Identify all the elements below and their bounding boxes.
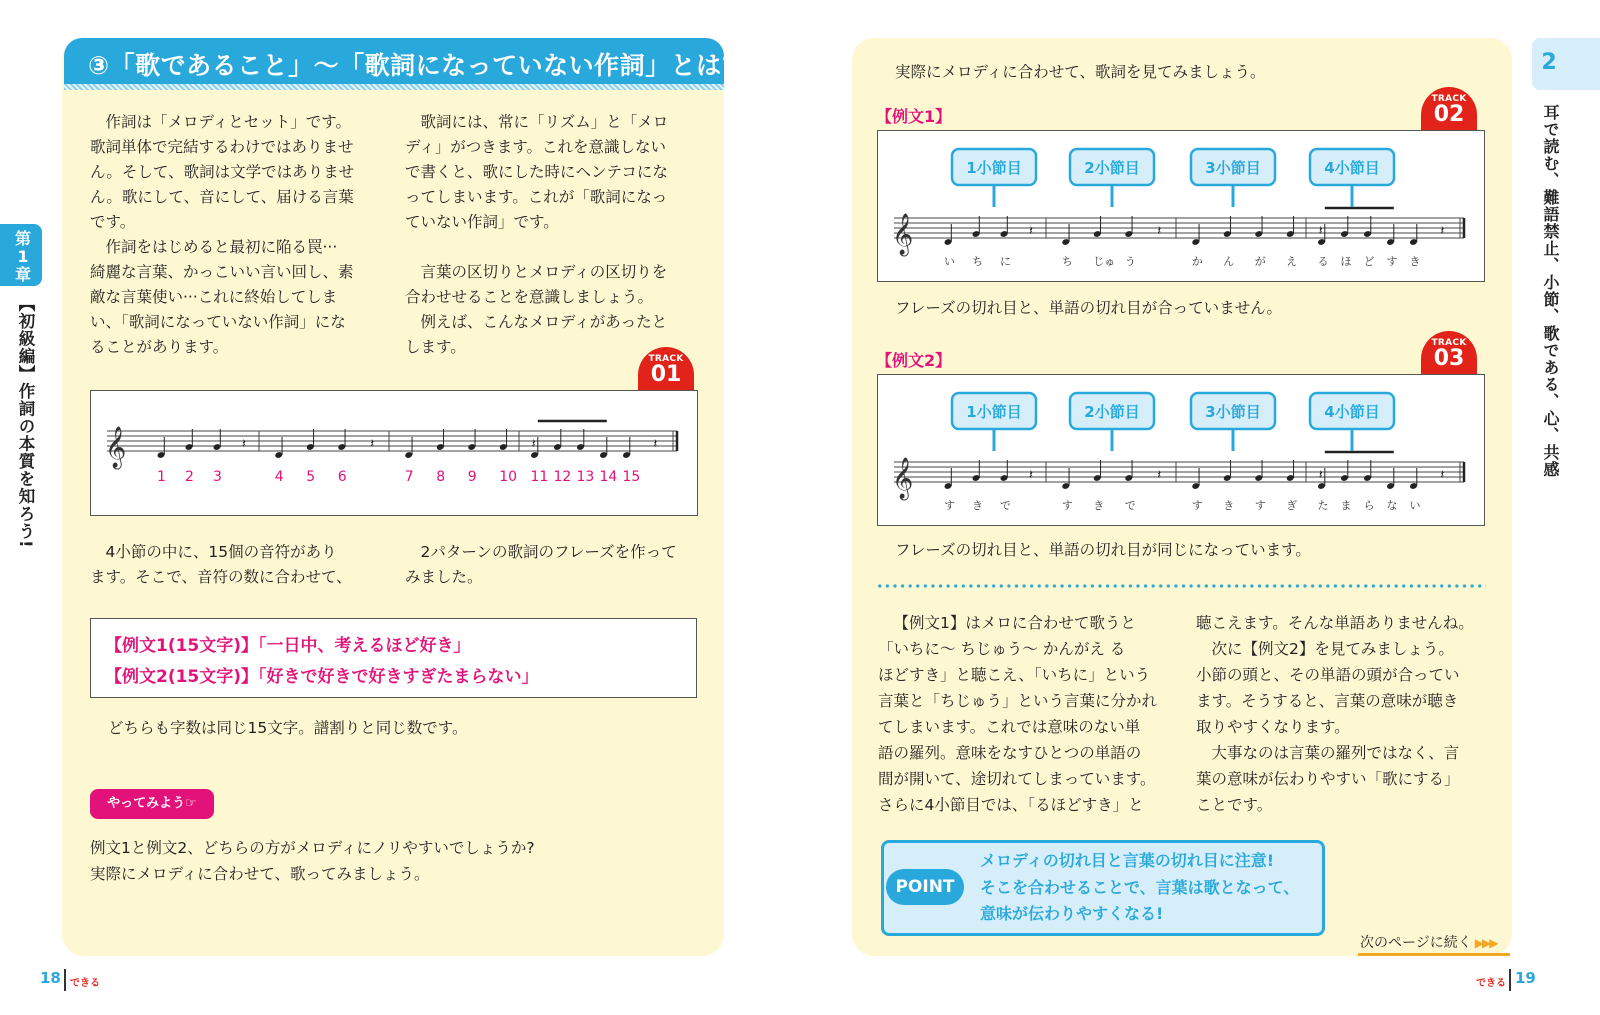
text-line: 「いちに〜 ちじゅう〜 かんがえ る bbox=[878, 640, 1126, 658]
note-number: 5 bbox=[306, 469, 316, 485]
text-line: みました。 bbox=[405, 568, 483, 586]
section-tab-number: 2 bbox=[1541, 50, 1557, 75]
rest-icon: 𝄽 bbox=[1157, 468, 1162, 483]
lyric-syllable: ぎ bbox=[1286, 499, 1298, 512]
right-column-2 bbox=[1196, 610, 1496, 818]
rest-icon: 𝄽 bbox=[1440, 224, 1445, 239]
example-2: 【例文2(15文字)】「好きで好きで好きすぎたまらない」 bbox=[105, 667, 539, 687]
track-label: TRACK bbox=[1431, 94, 1467, 104]
score-box-3 bbox=[877, 374, 1485, 526]
brand-logo-right: できる bbox=[1476, 978, 1506, 989]
text-line: です。 bbox=[90, 213, 136, 231]
treble-clef-icon: 𝄞 bbox=[105, 427, 127, 468]
lyric-syllable: ま bbox=[1340, 499, 1352, 512]
note-number: 15 bbox=[622, 469, 641, 485]
lyric-syllable: い bbox=[944, 255, 955, 268]
track-number: 01 bbox=[650, 362, 682, 387]
text-line: てしまいます。これでは意味のない単 bbox=[878, 718, 1141, 736]
text-line: ん。そして、歌詞は文学ではありませ bbox=[90, 163, 355, 181]
text-line: 小節の頭と、その単語の頭が合ってい bbox=[1196, 666, 1460, 684]
note-number: 11 bbox=[530, 469, 549, 485]
score-box-2 bbox=[877, 130, 1485, 282]
intro-text: 実際にメロディに合わせて、歌詞を見てみましょう。 bbox=[895, 63, 1266, 81]
track-03-badge[interactable] bbox=[1421, 331, 1477, 375]
note-number: 1 bbox=[157, 469, 166, 485]
track-label: TRACK bbox=[648, 354, 684, 364]
note-number: 14 bbox=[599, 469, 618, 485]
right-running-head: 耳で読む、難語禁止、小節、歌である、心、共感 bbox=[1541, 104, 1560, 478]
point-line: 意味が伝わりやすくなる! bbox=[980, 904, 1164, 923]
treble-clef-icon: 𝄞 bbox=[892, 214, 914, 255]
note-number: 12 bbox=[553, 469, 572, 485]
after-score-col2 bbox=[405, 540, 697, 590]
text-line: 大事なのは言葉の羅列ではなく、言 bbox=[1211, 744, 1460, 762]
note-number: 7 bbox=[404, 469, 414, 485]
try-it-text bbox=[90, 835, 535, 887]
rest-icon: 𝄽 bbox=[1157, 224, 1162, 239]
example2-label: 【例文2】 bbox=[876, 351, 952, 370]
rest-icon: 𝄽 bbox=[653, 437, 658, 452]
lyric-syllable: ち bbox=[972, 255, 983, 268]
lyric-syllable: き bbox=[972, 499, 983, 512]
point-badge: POINT bbox=[886, 869, 964, 905]
measure-label: 3小節目 bbox=[1205, 159, 1261, 177]
score-box-1 bbox=[90, 390, 698, 516]
left-column-2 bbox=[405, 110, 697, 360]
lyric-syllable: ら bbox=[1363, 499, 1375, 512]
text-line: 敵な言葉使い···これに終始してしま bbox=[90, 288, 338, 306]
lyric-syllable: き bbox=[1223, 499, 1235, 512]
text-line: します。 bbox=[405, 338, 466, 356]
lyric-syllable: で bbox=[1124, 499, 1136, 512]
point-line: そこを合わせることで、言葉は歌となって、 bbox=[980, 877, 1300, 897]
text-line: 歌詞には、常に「リズム」と「メロ bbox=[420, 113, 669, 131]
lyric-syllable: す bbox=[1254, 499, 1266, 512]
next-page-link[interactable] bbox=[1360, 932, 1496, 952]
section-title: ③「歌であること」〜「歌詞になっていない作詞」とは?〜 bbox=[88, 51, 763, 80]
lyric-syllable: す bbox=[944, 499, 955, 512]
text-line: ん。歌にして、音にして、届ける言葉 bbox=[90, 188, 354, 206]
text-line: 語の羅列。意味をなすひとつの単語の bbox=[878, 744, 1142, 762]
lyric-syllable: え bbox=[1286, 255, 1298, 268]
caption-2: フレーズの切れ目と、単語の切れ目が同じになっています。 bbox=[895, 541, 1311, 559]
text-line: 歌詞単体で完結するわけではありませ bbox=[90, 138, 354, 156]
text-line: ディ」がつきます。これを意識しない bbox=[405, 138, 667, 156]
text-line: 綺麗な言葉、かっこいい言い回し、素 bbox=[90, 263, 354, 281]
lyric-syllable: き bbox=[1409, 255, 1421, 268]
note-number: 3 bbox=[213, 469, 222, 485]
text-line: 実際にメロディに合わせて、歌ってみましょう。 bbox=[90, 865, 430, 883]
lyric-syllable: で bbox=[1000, 499, 1011, 512]
text-line: ってしまいます。これが「歌詞になっ bbox=[405, 188, 668, 206]
lyric-syllable: じゅ bbox=[1093, 255, 1116, 268]
note-number: 10 bbox=[499, 469, 518, 485]
note-number: 8 bbox=[436, 469, 446, 485]
lyric-syllable: ほ bbox=[1340, 255, 1352, 268]
text-line: ていない作詞」です。 bbox=[405, 213, 559, 231]
rest-icon: 𝄽 bbox=[242, 437, 246, 452]
rest-icon: 𝄽 bbox=[531, 437, 536, 452]
example1-label: 【例文1】 bbox=[876, 107, 952, 126]
text-line: ことです。 bbox=[1196, 796, 1273, 814]
note-number: 13 bbox=[576, 469, 595, 485]
lyric-syllable: す bbox=[1191, 499, 1203, 512]
lyric-syllable: す bbox=[1386, 255, 1398, 268]
lyric-syllable: に bbox=[1000, 255, 1011, 268]
music-staff-numbered bbox=[91, 391, 697, 515]
text-line: 言葉と「ちじゅう」という言葉に分かれ bbox=[878, 692, 1158, 710]
example-sentences-box bbox=[90, 618, 697, 698]
right-column-1 bbox=[878, 610, 1178, 818]
rest-icon: 𝄽 bbox=[1029, 468, 1033, 483]
track-number: 03 bbox=[1433, 346, 1465, 371]
point-text bbox=[980, 848, 1299, 928]
folio-divider bbox=[1509, 969, 1511, 991]
caption-1: フレーズの切れ目と、単語の切れ目が合っていません。 bbox=[895, 299, 1283, 317]
text-line: 言葉の区切りとメロディの区切りを bbox=[420, 263, 668, 281]
text-line: 【例文1】はメロに合わせて歌うと bbox=[893, 614, 1136, 632]
folio-divider bbox=[64, 969, 66, 991]
text-line: ほどすき」と聴こえ、「いちに」という bbox=[878, 666, 1151, 684]
dotted-divider bbox=[876, 584, 1486, 588]
example-1: 【例文1(15文字)】「一日中、考えるほど好き」 bbox=[105, 636, 471, 656]
note-number: 2 bbox=[185, 469, 194, 485]
lyric-syllable: い bbox=[1409, 499, 1421, 512]
text-line: 例えば、こんなメロディがあったと bbox=[420, 313, 668, 331]
rest-icon: 𝄽 bbox=[1440, 468, 1445, 483]
chapter-tab-label: 第1章 bbox=[14, 229, 31, 284]
left-running-head: 【初級編】作詞の本質を知ろう! bbox=[16, 295, 35, 549]
rest-icon: 𝄽 bbox=[370, 437, 375, 452]
text-line: で書くと、歌にした時にヘンテコにな bbox=[405, 163, 668, 181]
lyric-syllable: う bbox=[1124, 255, 1136, 268]
rest-icon: 𝄽 bbox=[1318, 468, 1323, 483]
text-line: 取りやすくなります。 bbox=[1196, 718, 1350, 736]
text-line: 例文1と例文2、どちらの方がメロディにノリやすいでしょうか? bbox=[90, 839, 535, 857]
rest-icon: 𝄽 bbox=[1318, 224, 1323, 239]
lyric-syllable: き bbox=[1093, 499, 1105, 512]
lyric-syllable: ん bbox=[1223, 255, 1235, 268]
text-line: い、「歌詞になっていない作詞」にな bbox=[90, 313, 346, 331]
rest-icon: 𝄽 bbox=[1029, 224, 1033, 239]
text-line: 2パターンの歌詞のフレーズを作って bbox=[420, 543, 677, 561]
page-number-left: 18 bbox=[40, 969, 61, 987]
lyric-syllable: か bbox=[1191, 255, 1203, 268]
track-02-badge[interactable] bbox=[1421, 87, 1477, 131]
left-column-1 bbox=[90, 110, 382, 360]
lyric-syllable: が bbox=[1254, 255, 1266, 268]
track-number: 02 bbox=[1433, 102, 1465, 127]
measure-label: 4小節目 bbox=[1324, 159, 1380, 177]
text-line: ます。そこで、音符の数に合わせて、 bbox=[90, 568, 352, 586]
brand-logo-left: できる bbox=[70, 978, 100, 989]
next-page-underline bbox=[1358, 953, 1510, 956]
page-number-right: 19 bbox=[1515, 969, 1536, 987]
note-number: 6 bbox=[337, 469, 347, 485]
point-line: メロディの切れ目と言葉の切れ目に注意! bbox=[980, 851, 1275, 870]
blank-line bbox=[405, 235, 697, 260]
text-line: ます。そうすると、言葉の意味が聴き bbox=[1196, 692, 1459, 710]
section-header-band bbox=[64, 84, 724, 90]
lyric-syllable: ち bbox=[1061, 255, 1073, 268]
lyric-syllable: ど bbox=[1363, 255, 1375, 268]
measure-label: 4小節目 bbox=[1324, 403, 1380, 421]
treble-clef-icon: 𝄞 bbox=[892, 458, 914, 499]
next-page-label: 次のページに続く bbox=[1360, 935, 1472, 951]
text-line: 聴こえます。そんな単語ありませんね。 bbox=[1196, 614, 1474, 632]
music-staff-example1 bbox=[878, 131, 1484, 281]
measure-label: 1小節目 bbox=[966, 159, 1022, 177]
measure-label: 2小節目 bbox=[1084, 159, 1140, 177]
triple-arrow-icon: ▶▶▶ bbox=[1474, 936, 1497, 950]
text-line: 間が開いて、途切れてしまっています。 bbox=[878, 770, 1156, 788]
text-line: 葉の意味が伝わりやすい「歌にする」 bbox=[1196, 770, 1460, 788]
after-score-col1 bbox=[90, 540, 390, 590]
note-number: 4 bbox=[274, 469, 284, 485]
track-01-badge[interactable] bbox=[638, 347, 694, 391]
note-number: 9 bbox=[467, 469, 477, 485]
music-staff-example2 bbox=[878, 375, 1484, 525]
measure-label: 3小節目 bbox=[1205, 403, 1261, 421]
lyric-syllable: な bbox=[1386, 499, 1398, 512]
text-line: 次に【例文2】を見てみましょう。 bbox=[1211, 640, 1454, 658]
lyric-syllable: す bbox=[1061, 499, 1073, 512]
measure-label: 2小節目 bbox=[1084, 403, 1140, 421]
text-line: さらに4小節目では、「るほどすき」と bbox=[878, 796, 1144, 814]
lyric-syllable: る bbox=[1317, 255, 1329, 268]
text-line: 4小節の中に、15個の音符があり bbox=[105, 543, 337, 561]
try-it-badge: やってみよう☞ bbox=[90, 789, 214, 819]
text-line: 合わせせることを意識しましょう。 bbox=[405, 288, 654, 306]
text-line: ることがあります。 bbox=[90, 338, 229, 356]
text-line: 作詞をはじめると最初に陥る罠··· bbox=[105, 238, 338, 256]
same-count-note: どちらも字数は同じ15文字。譜割りと同じ数です。 bbox=[108, 719, 468, 737]
measure-label: 1小節目 bbox=[966, 403, 1022, 421]
text-line: 作詞は「メロディとセット」です。 bbox=[105, 113, 352, 131]
lyric-syllable: た bbox=[1317, 499, 1329, 512]
track-label: TRACK bbox=[1431, 338, 1467, 348]
